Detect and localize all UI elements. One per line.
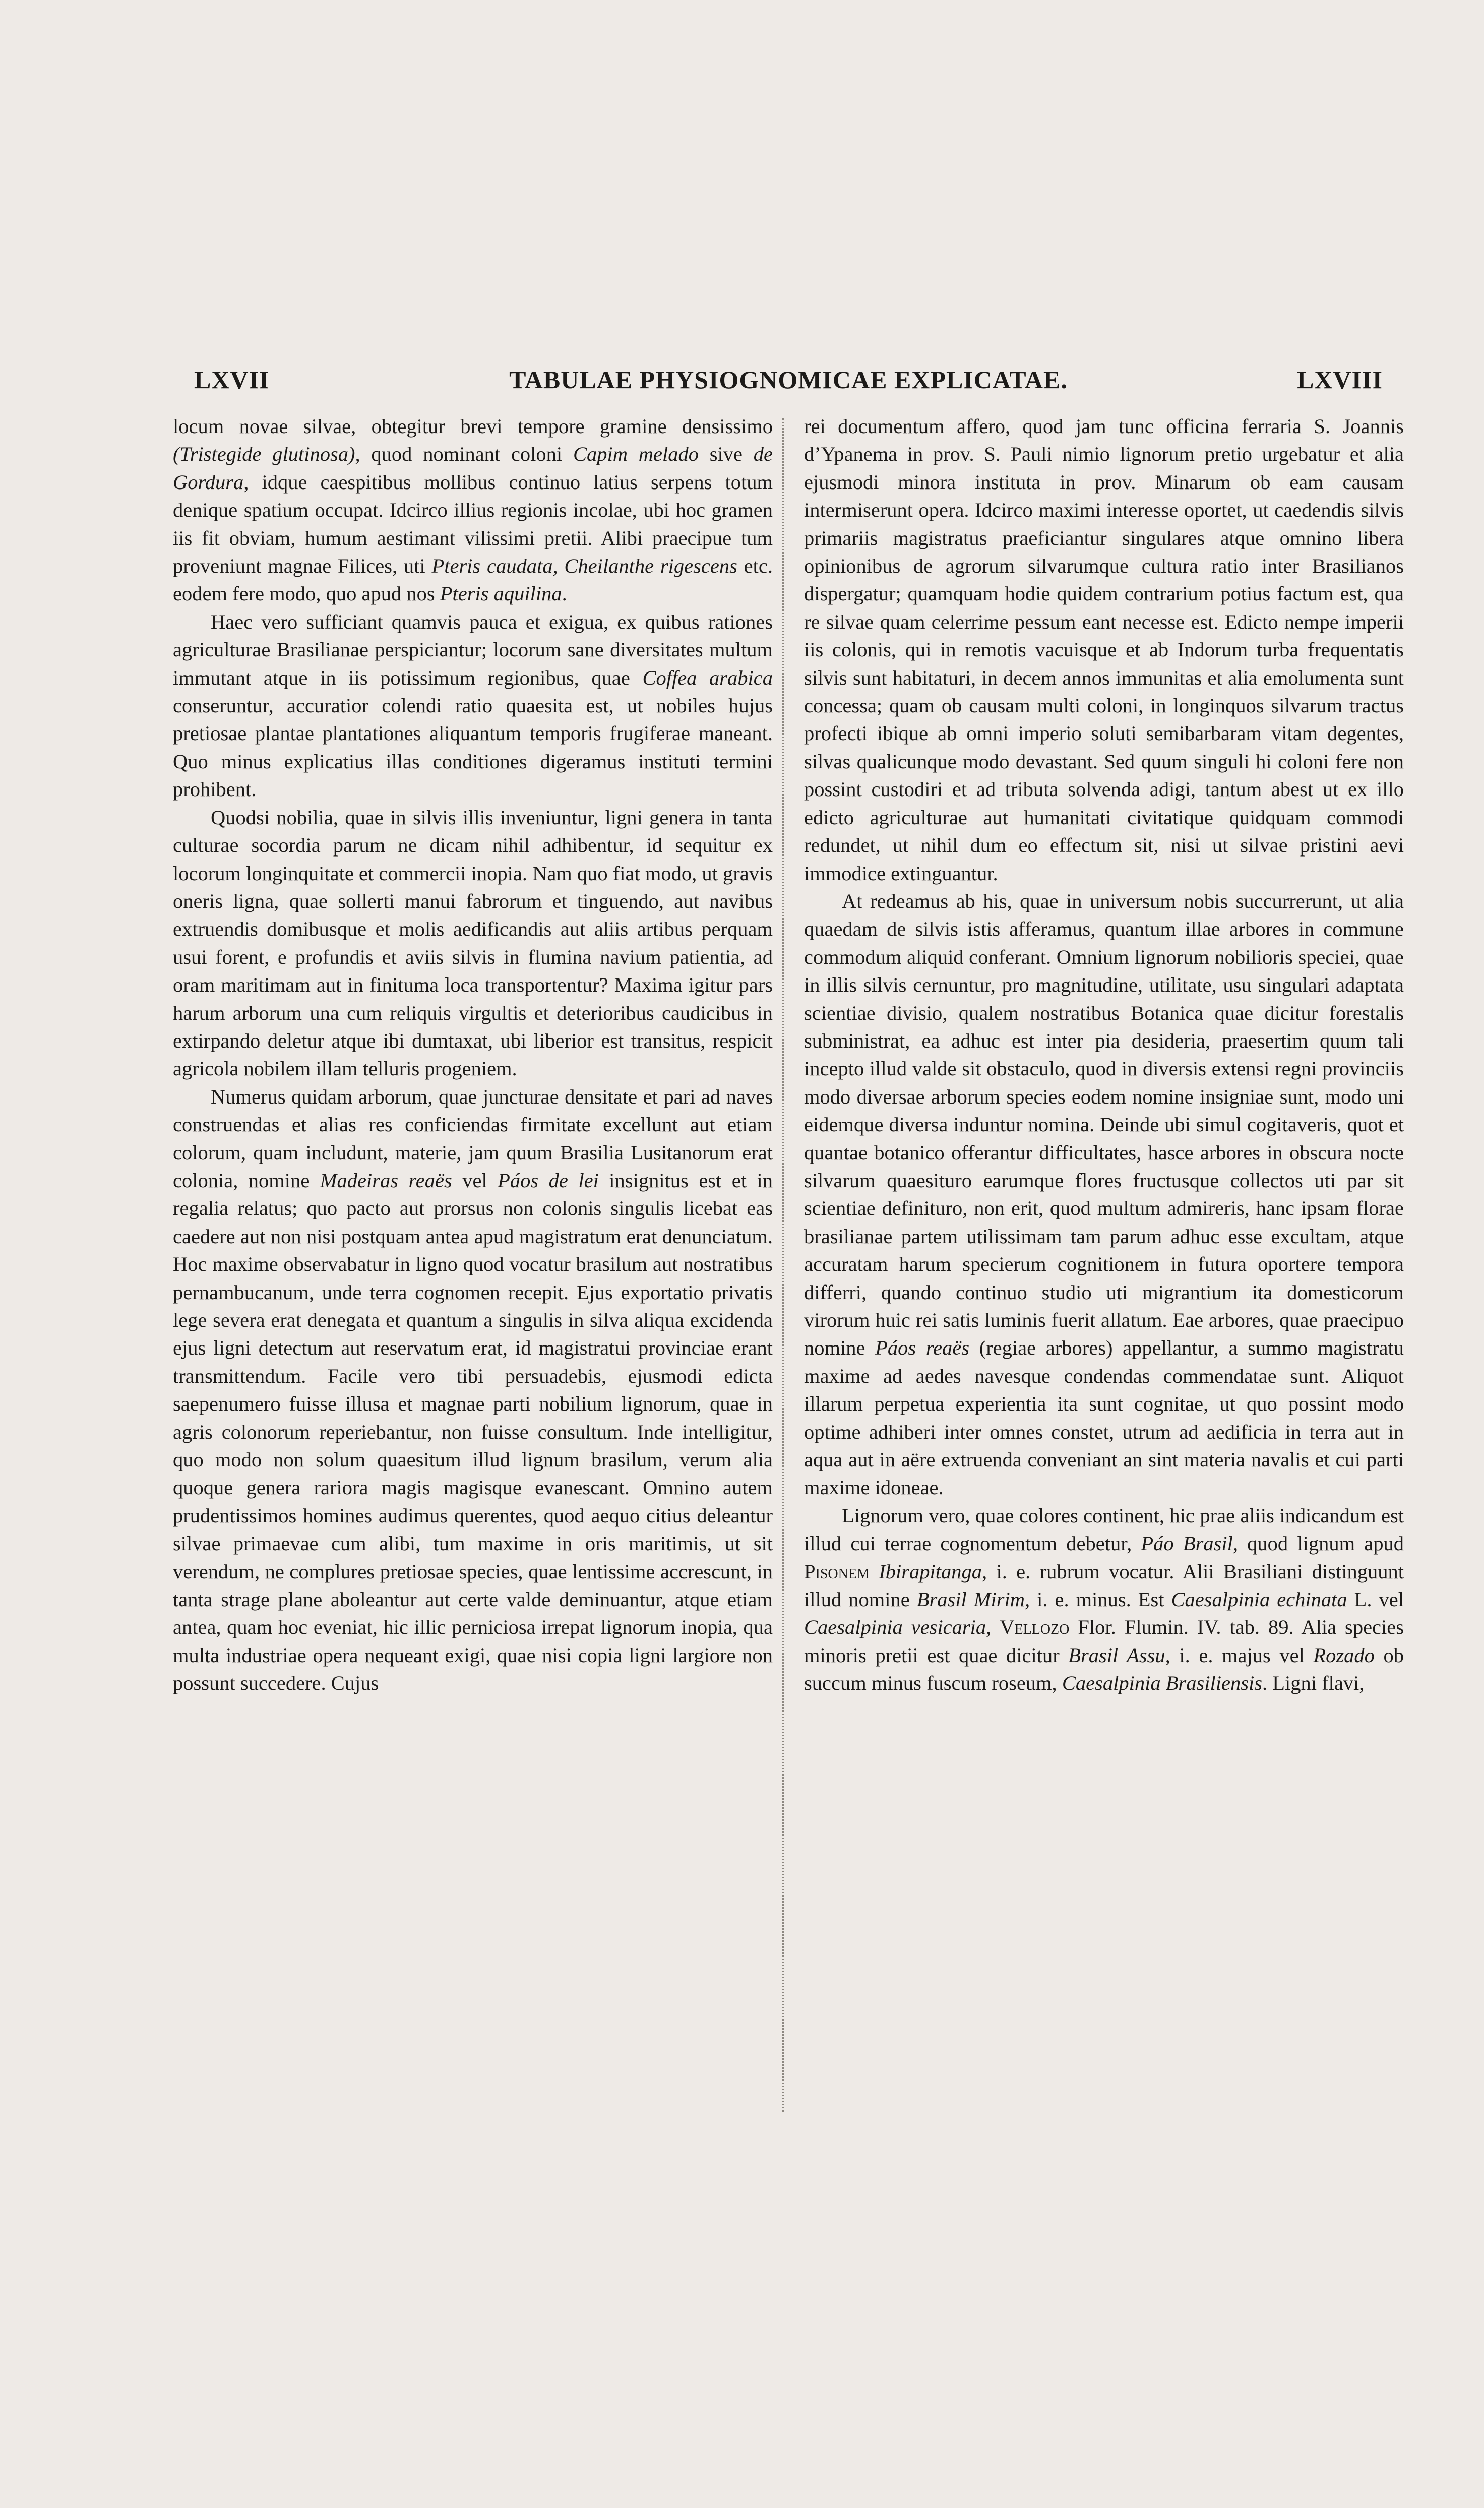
text-run: insignitus est et in regalia relatus; quo pacto aut prorsus non colonis singulis licebat eas caedere aut non nisi postquam antea apud magistratum erat denunciatum. Hoc maxime observabatur in ligno quod vocatur brasilum aut nostratibus pernambucanum, unde terra cognomen recepit. Ejus exportatio privatis lege severa erat denegata et quantum a singulis in silva aliqua excidenda ejus ligni detectum aut reservatum erat, id magistratui provinciae erant transmittendum. Facile vero tibi persuadebis, ejusmodi edicta saepenumero fuisse illusa et magnae parti nobilium lignorum, quae in agris colonorum reperiebantur, non fuisse consultum. Inde intelligitur, quo modo non solum quaesitum illud lignum brasilum, verum alia quoque genera rariora magis magisque evanescant. Omnino autem prudentissimos homines audimus querentes, quod aequo citius deleantur silvae primaevae cum alibi, tum maxime in oris maritimis, ut sit verendum, ne complures pretiosae species, quae lentissime accrescunt, in tanta strage plane aboleantur aut certe valde deminuantur, atque etiam antea, quam hoc eveniat, hic illic perniciosa irrepat lignorum inopia, qua multa industriae opera nequeant exigi, quae nisi copia ligni largiore non possunt succedere. Cujus: [173, 1169, 773, 1695]
text-run: etc. eodem fere modo, quo apud nos: [173, 555, 773, 605]
text-run: Quodsi nobilia, quae in silvis illis inveniuntur, ligni genera in tanta culturae socordia parum ne dicam nihil adhibentur, id sequitur ex locorum longinquitate et commercii inopia. Nam quo fiat modo, ut gravis oneris ligna, quae sollerti manui fabrorum et tinguendo, aut navibus extruendis domibusque et molis aedificandis aut aliis artibus perquam usui forent, e profundis et aviis silvis in flumina navium patientia, ad oram maritimam aut in finituma loca transportentur? Maxima igitur pars harum arborum una cum reliquis virgultis et deterioribus caudicibus in extirpando deletur atque ibi dumtaxat, ubi liberior est transitus, respicit agricola nobilem illam telluris progeniem.: [173, 806, 773, 1080]
italic-run: de Gordura: [173, 443, 773, 494]
column-divider: [782, 418, 784, 2112]
text-run: (regiae arbores) appellantur, a summo magistratu maxime ad aedes navesque condendas commendatae sunt. Aliquot illarum perpetua experientia ita sunt cognitae, ut quo possint modo optime adhiberi inter omnes constet, utrum ad aedificia in terra aut in aqua aut in aëre extruenda conveniant an sint materia navalis et cui parti maxime idoneae.: [804, 1336, 1404, 1499]
italic-run: Páos reaës: [875, 1336, 970, 1360]
running-title: TABULAE PHYSIOGNOMICAE EXPLICATAE.: [509, 365, 1068, 394]
page-number-right: LXVIII: [1297, 365, 1383, 394]
text-run: L. vel: [1347, 1588, 1404, 1611]
text-run: i. e. minus. Est: [1030, 1588, 1171, 1611]
paragraph: [173, 804, 773, 1083]
text-run: [870, 1560, 879, 1583]
paragraph: [804, 412, 1404, 887]
italic-run: Madeiras reaës: [320, 1169, 452, 1192]
italic-run: Ibirapitanga: [879, 1560, 982, 1583]
italic-run: (Tristegide glutinosa),: [173, 443, 360, 466]
running-header: [184, 362, 1393, 397]
paragraph: [804, 887, 1404, 1502]
text-run: vel: [452, 1169, 498, 1192]
text-run: ob succum minus fuscum roseum,: [804, 1643, 1404, 1695]
paragraph: [173, 1083, 773, 1697]
text-run: .: [562, 582, 567, 605]
text-run: Haec vero sufficiant quamvis pauca et exigua, ex quibus rationes agriculturae Brasilianae perspiciantur; locorum sane diversitates multum immutant atque in iis potissimum regionibus, quae: [173, 610, 773, 689]
italic-run: Brasil Mirim,: [916, 1588, 1030, 1611]
italic-run: Capim melado: [573, 443, 699, 466]
text-run: sive: [698, 443, 754, 466]
page-number-left: LXVII: [194, 365, 270, 394]
italic-run: Caesalpinia Brasiliensis: [1062, 1672, 1262, 1695]
paragraph: [173, 412, 773, 608]
paragraph: [804, 1502, 1404, 1697]
paragraph: [173, 608, 773, 804]
text-run: , idque caespitibus mollibus continuo latius serpens totum denique spatium occupat. Idcirco illius regionis incolae, ubi hoc gramen iis fit obviam, humum aestimant vilissimi pretii. Alibi praecipue tum proveniunt magnae Filices, uti: [173, 470, 773, 578]
text-run: [991, 1616, 1000, 1638]
text-run: rei documentum affero, quod jam tunc officina ferraria S. Joannis d’Ypanema in prov. S. Pauli nimio lignorum pretio urgebatur et alia ejusmodi minora instituta in prov. Minarum ob eam causam intermiserunt opera. Idcirco maximi interesse oportet, ut caedendis silvis primariis magistratus praeficiantur singulares atque omnino libera opinionibus de agrorum silvarumque cultura ratio inter Brasilianos dispergatur; quamquam hodie quidem contrarium potius factum est, qua re silvae quam celerrime pessum eant necesse est. Edicto nempe imperii iis colonis, qui in remotis vacuisque et ab Indorum turba frequentatis silvis sunt habitaturi, in decem annos immunitas et alia emolumenta sunt concessa; quam ob causam multi coloni, in longinquos silvarum tractus profecti ibique ab omni imperio soluti semibarbaram vitam degentes, silvas qualicunque modo devastant. Sed quum singuli hi coloni fere non possint custodiri et ad tributa solvenda adigi, tantum abest ut ex illo edicto agriculturae aut humanitati civitatique quidquam commodi redundet, ut nihil dum eo effectum sit, nisi ut silvae pristini aevi immodice extinguantur.: [804, 415, 1404, 885]
italic-run: Rozado: [1313, 1643, 1375, 1667]
italic-run: Pteris aquilina: [440, 582, 562, 605]
text-run: locum novae silvae, obtegitur brevi tempore gramine densissimo: [173, 415, 773, 438]
text-run: quod nominant coloni: [360, 443, 573, 466]
right-column: [804, 412, 1404, 1697]
text-run: Lignorum vero, quae colores continent, hic prae aliis indicandum est illud cui terrae cognomentum debetur,: [804, 1504, 1404, 1555]
author-name: Vellozo: [1000, 1616, 1070, 1639]
italic-run: Caesalpinia echinata: [1171, 1588, 1347, 1611]
italic-run: Páo Brasil,: [1141, 1532, 1238, 1555]
text-run: Numerus quidam arborum, quae juncturae densitate et pari ad naves construendas et alias res conficiendas firmitate excellunt aut etiam colorum, quam includunt, materie, jam quum Brasilia Lusitanorum erat colonia, nomine: [173, 1085, 773, 1192]
text-run: , i. e. rubrum vocatur. Alii Brasiliani distinguunt illud nomine: [804, 1560, 1404, 1611]
italic-run: Brasil Assu,: [1068, 1643, 1170, 1667]
text-run: At redeamus ab his, quae in universum nobis succurrerunt, ut alia quaedam de silvis istis afferamus, quantum illae arbores in commune commodum aliquid conferant. Omnium lignorum nobilioris speciei, quae in illis silvis cernuntur, pro magnitudine, utilitate, usu singulari adaptata scientiae divisio, qualem nostratibus Botanica quae dicitur forestalis subministrat, ea adhuc est inter pia desideria, praesertim quum tali incepto illud valde sit obstaculo, quod in diversis extensi regni provinciis modo diversae arborum species eodem nomine insigniae sunt, modo uni eidemque diversa induntur nomina. Deinde ubi simul cogitaveris, quot et quantae botanico offerantur difficultates, hasce arbores in obscura nocte silvarum quaesituro earumque flores fructusque collectos uti par sit scientiae definituro, non erit, quod multum admireris, hanc ipsam florae brasilianae partem utilissimam tam parum adhuc esse excultam, atque accuratam harum specierum cognitionem in futura oportere tempora differri, quando continuo studio uti migrantium ita domesticorum virorum huic rei satis luminis fuerit allatum. Eae arbores, quae praecipuo nomine: [804, 889, 1404, 1360]
text-run: i. e. majus vel: [1170, 1643, 1314, 1667]
italic-run: Pteris caudata, Cheilanthe rigescens: [431, 555, 737, 578]
italic-run: Coffea arabica: [642, 666, 773, 689]
text-run: Flor. Flumin. IV. tab. 89. Alia species minoris pretii est quae dicitur: [804, 1616, 1404, 1667]
text-run: quod lignum apud: [1238, 1532, 1404, 1555]
left-column: [173, 412, 773, 1697]
text-run: . Ligni flavi,: [1262, 1672, 1365, 1695]
italic-run: Páos de lei: [498, 1169, 599, 1192]
author-name: Pisonem: [804, 1560, 870, 1583]
text-run: conseruntur, accuratior colendi ratio quaesita est, ut nobiles hujus pretiosae plantae plantationes aliquantum temporis frugiferae maneant. Quo minus explicatius illas conditiones digeramus instituti termini prohibent.: [173, 694, 773, 801]
italic-run: Caesalpinia vesicaria,: [804, 1616, 992, 1639]
